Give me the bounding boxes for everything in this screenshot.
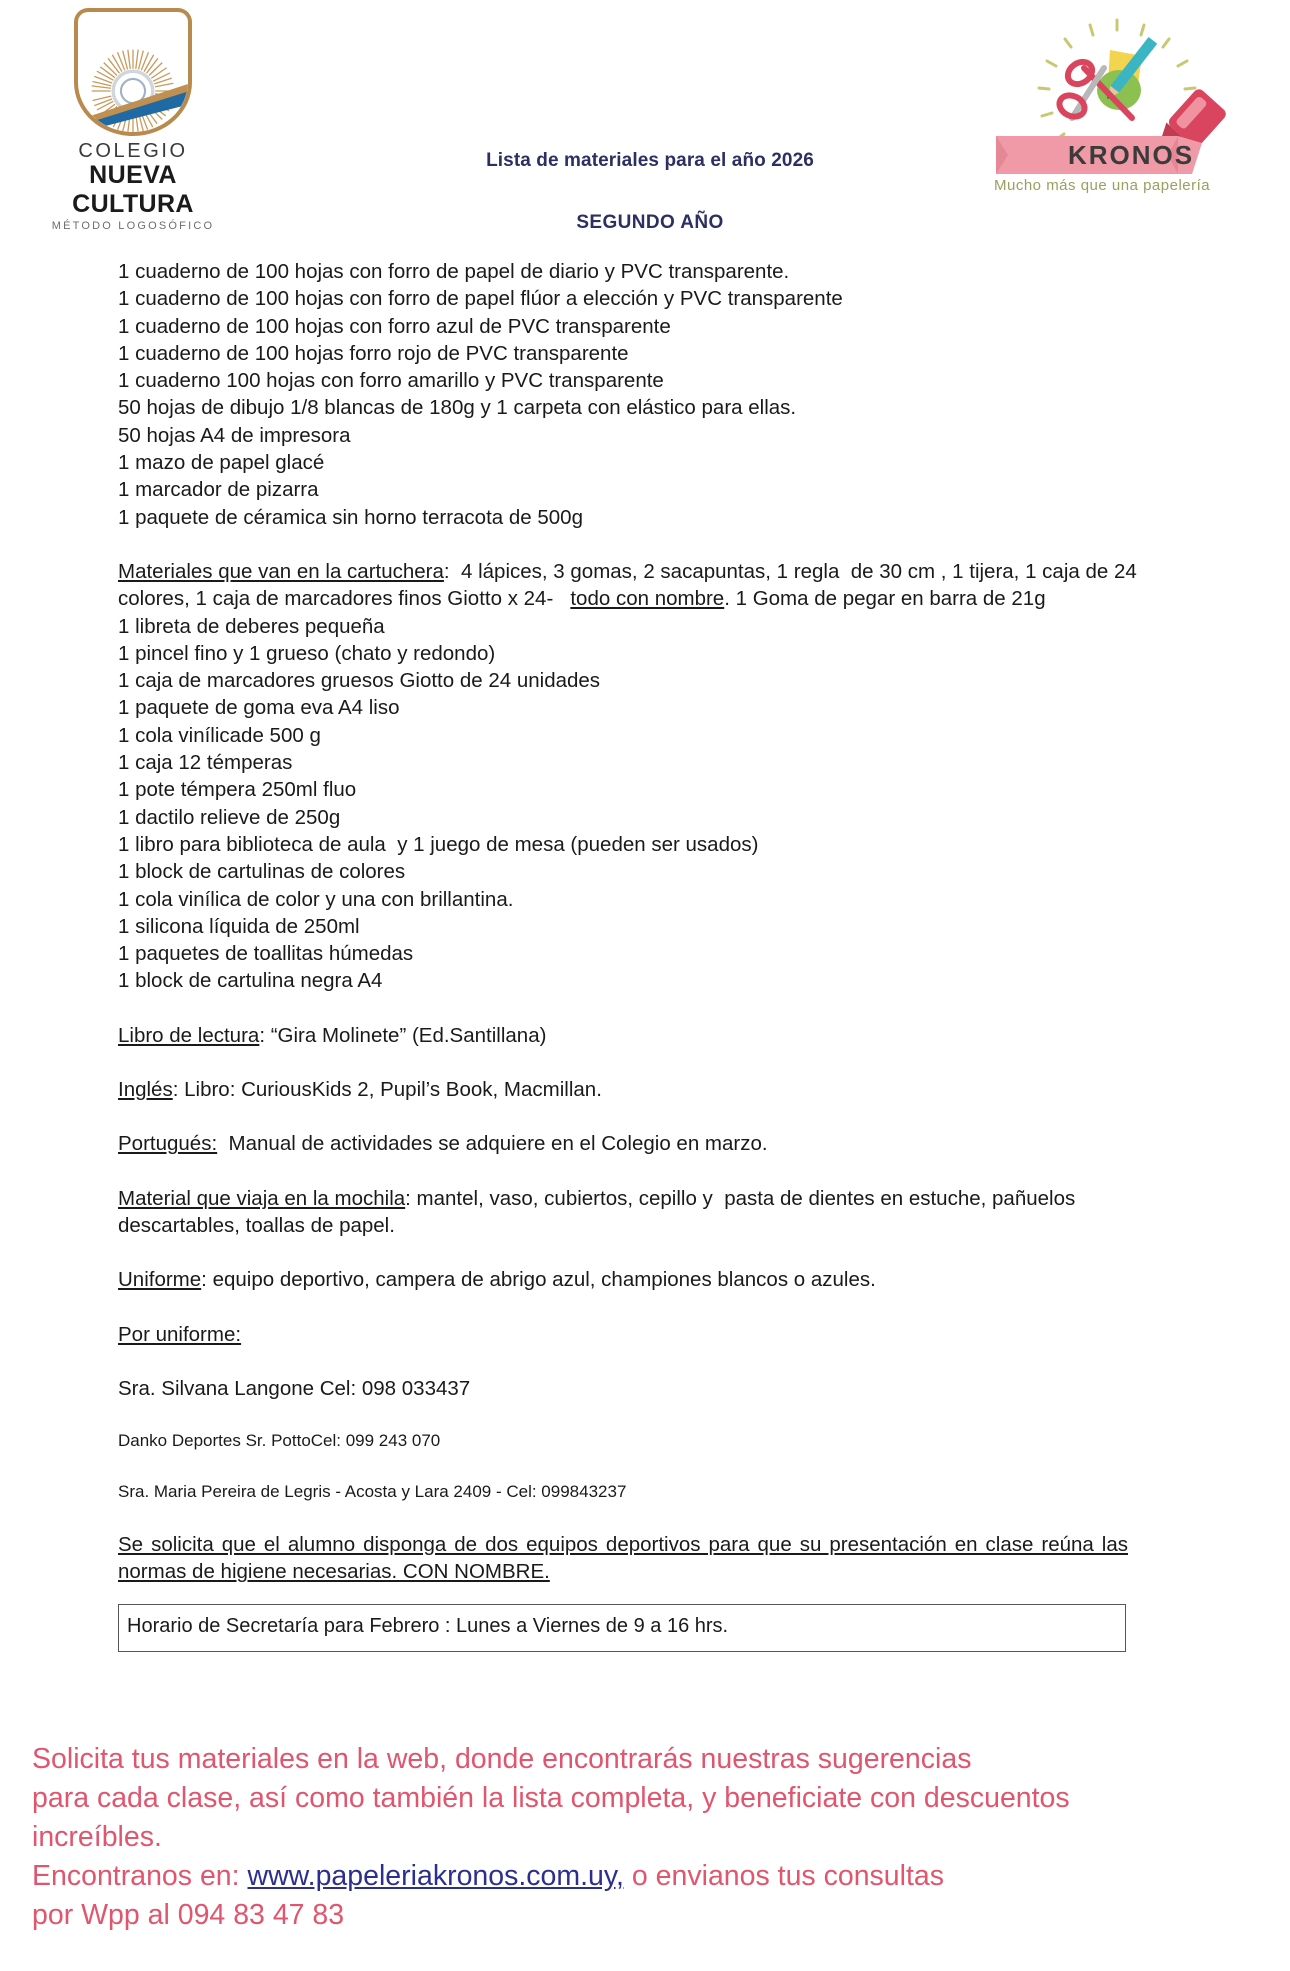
list-item: 1 block de cartulinas de colores [118, 860, 406, 884]
secretary-schedule-text: Horario de Secretaría para Febrero : Lunes a Viernes de 9 a 16 hrs. [127, 1614, 729, 1637]
footer-line-3: increíbles. [32, 1821, 162, 1853]
pencil-case-text-2: . 1 Goma de pegar en barra de 21g [724, 587, 1046, 611]
list-item: 1 cuaderno 100 hojas con forro amarillo y PVC transparente [118, 369, 664, 393]
section-label: Uniforme [118, 1268, 202, 1292]
store-website-link[interactable]: www.papeleriakronos.com.uy, [247, 1860, 624, 1892]
list-item: 1 cola vinílica de color y una con brillantina. [118, 887, 514, 911]
section-ingles [118, 1076, 1198, 1103]
materials-body [118, 258, 1198, 1652]
section-portugues [118, 1130, 1198, 1157]
footer-line-5: por Wpp al 094 83 47 83 [32, 1899, 345, 1931]
section-text: Manual de actividades se adquiere en el Colegio en marzo. [217, 1132, 768, 1156]
list-item: 1 block de cartulina negra A4 [118, 969, 383, 993]
page-subtitle: SEGUNDO AÑO [576, 212, 724, 233]
logo-method-line: MÉTODO LOGOSÓFICO [51, 220, 215, 232]
section-material-mochila [118, 1185, 1198, 1240]
section-text: : mantel, vaso, cubiertos, cepillo y pasta de dientes en estuche, pañuelos descartables, toallas de papel. [118, 1186, 1081, 1237]
por-uniforme-heading [118, 1321, 1198, 1348]
list-item: 1 libro para biblioteca de aula y 1 juego de mesa (pueden ser usados) [118, 832, 759, 856]
list-item: 1 cuaderno de 100 hojas con forro de papel flúor a elección y PVC transparente [118, 287, 843, 311]
contact-row: Sra. Silvana Langone Cel: 098 033437 [118, 1376, 471, 1400]
primary-materials-list [118, 258, 1198, 531]
contact-row: Sra. Maria Pereira de Legris - Acosta y Lara 2409 - Cel: 099843237 [118, 1482, 627, 1502]
secretary-schedule-box [118, 1604, 1126, 1652]
logo-school-name: NUEVA CULTURA [72, 161, 194, 218]
secondary-materials-list [118, 613, 1198, 995]
section-label: Material que viaja en la mochila [118, 1186, 406, 1210]
document-header [0, 0, 1290, 233]
section-label: Inglés [118, 1078, 173, 1102]
list-item: 1 paquete de céramica sin horno terracota de 500g [118, 505, 583, 529]
kronos-logo [992, 6, 1242, 196]
list-item: 1 caja 12 témperas [118, 751, 293, 775]
section-text: : “Gira Molinete” (Ed.Santillana) [259, 1023, 547, 1047]
kronos-wordmark: KRONOS [1068, 140, 1195, 170]
pencil-case-heading: Materiales que van en la cartuchera [118, 559, 444, 583]
list-item: 1 pote témpera 250ml fluo [118, 778, 357, 802]
contact-row: Danko Deportes Sr. PottoCel: 099 243 070 [118, 1431, 441, 1451]
list-item: 1 cuaderno de 100 hojas forro rojo de PVC transparente [118, 341, 629, 365]
uniform-notice: Se solicita que el alumno disponga de dos equipos deportivos para que su presentación en clase reúna las normas de higiene necesarias. CON NOMBRE. [118, 1533, 1128, 1584]
store-footer [32, 1740, 1290, 1935]
page-title: Lista de materiales para el año 2026 [486, 150, 814, 171]
shield-wave [78, 78, 188, 130]
list-item: 1 silicona líquida de 250ml [118, 914, 360, 938]
logo-colegio-word: COLEGIO [78, 140, 188, 162]
list-item: 1 pincel fino y 1 grueso (chato y redondo) [118, 641, 496, 665]
list-item: 1 libreta de deberes pequeña [118, 614, 385, 638]
section-label: Portugués: [118, 1132, 218, 1156]
school-shield-icon [74, 8, 192, 136]
section-uniforme [118, 1266, 1198, 1293]
pencil-case-emphasis: todo con nombre [570, 587, 725, 611]
title-block [330, 150, 970, 234]
footer-text-after-link: o envianos tus consultas [623, 1860, 944, 1892]
list-item: 1 mazo de papel glacé [118, 451, 325, 475]
list-item: 1 cola vinílicade 500 g [118, 723, 321, 747]
footer-line-4 [32, 1857, 1290, 1896]
list-item: 1 marcador de pizarra [118, 478, 319, 502]
section-libro-de-lectura [118, 1022, 1198, 1049]
list-item: 1 cuaderno de 100 hojas con forro de papel de diario y PVC transparente. [118, 260, 790, 283]
footer-line-1: Solicita tus materiales en la web, donde encontrarás nuestras sugerencias [32, 1743, 972, 1775]
footer-line-2: para cada clase, así como también la lista completa, y beneficiate con descuentos [32, 1782, 1070, 1814]
list-item: 1 dactilo relieve de 250g [118, 805, 341, 829]
list-item: 50 hojas de dibujo 1/8 blancas de 180g y 1 carpeta con elástico para ellas. [118, 396, 797, 420]
section-text: : Libro: CuriousKids 2, Pupil’s Book, Macmillan. [172, 1078, 602, 1102]
list-item: 50 hojas A4 de impresora [118, 423, 351, 447]
list-item: 1 cuaderno de 100 hojas con forro azul de PVC transparente [118, 314, 671, 338]
section-label: Libro de lectura [118, 1023, 260, 1047]
por-uniforme-label: Por uniforme: [118, 1322, 242, 1346]
footer-text-before-link: Encontranos en: [32, 1860, 248, 1892]
list-item: 1 paquetes de toallitas húmedas [118, 942, 414, 966]
kronos-tagline: Mucho más que una papelería [994, 177, 1211, 194]
list-item: 1 caja de marcadores gruesos Giotto de 24 unidades [118, 669, 601, 693]
pencil-case-paragraph [118, 558, 1198, 613]
pencil-case-text-1: : 4 lápices, 3 gomas, 2 sacapuntas, 1 regla de 30 cm , 1 tijera, 1 caja de 24 colores, 1 caja de marcadores finos Giotto x 24- [118, 559, 1149, 611]
list-item: 1 paquete de goma eva A4 liso [118, 696, 400, 720]
section-text: : equipo deportivo, campera de abrigo azul, championes blancos o azules. [201, 1268, 876, 1292]
school-logo [38, 8, 228, 232]
